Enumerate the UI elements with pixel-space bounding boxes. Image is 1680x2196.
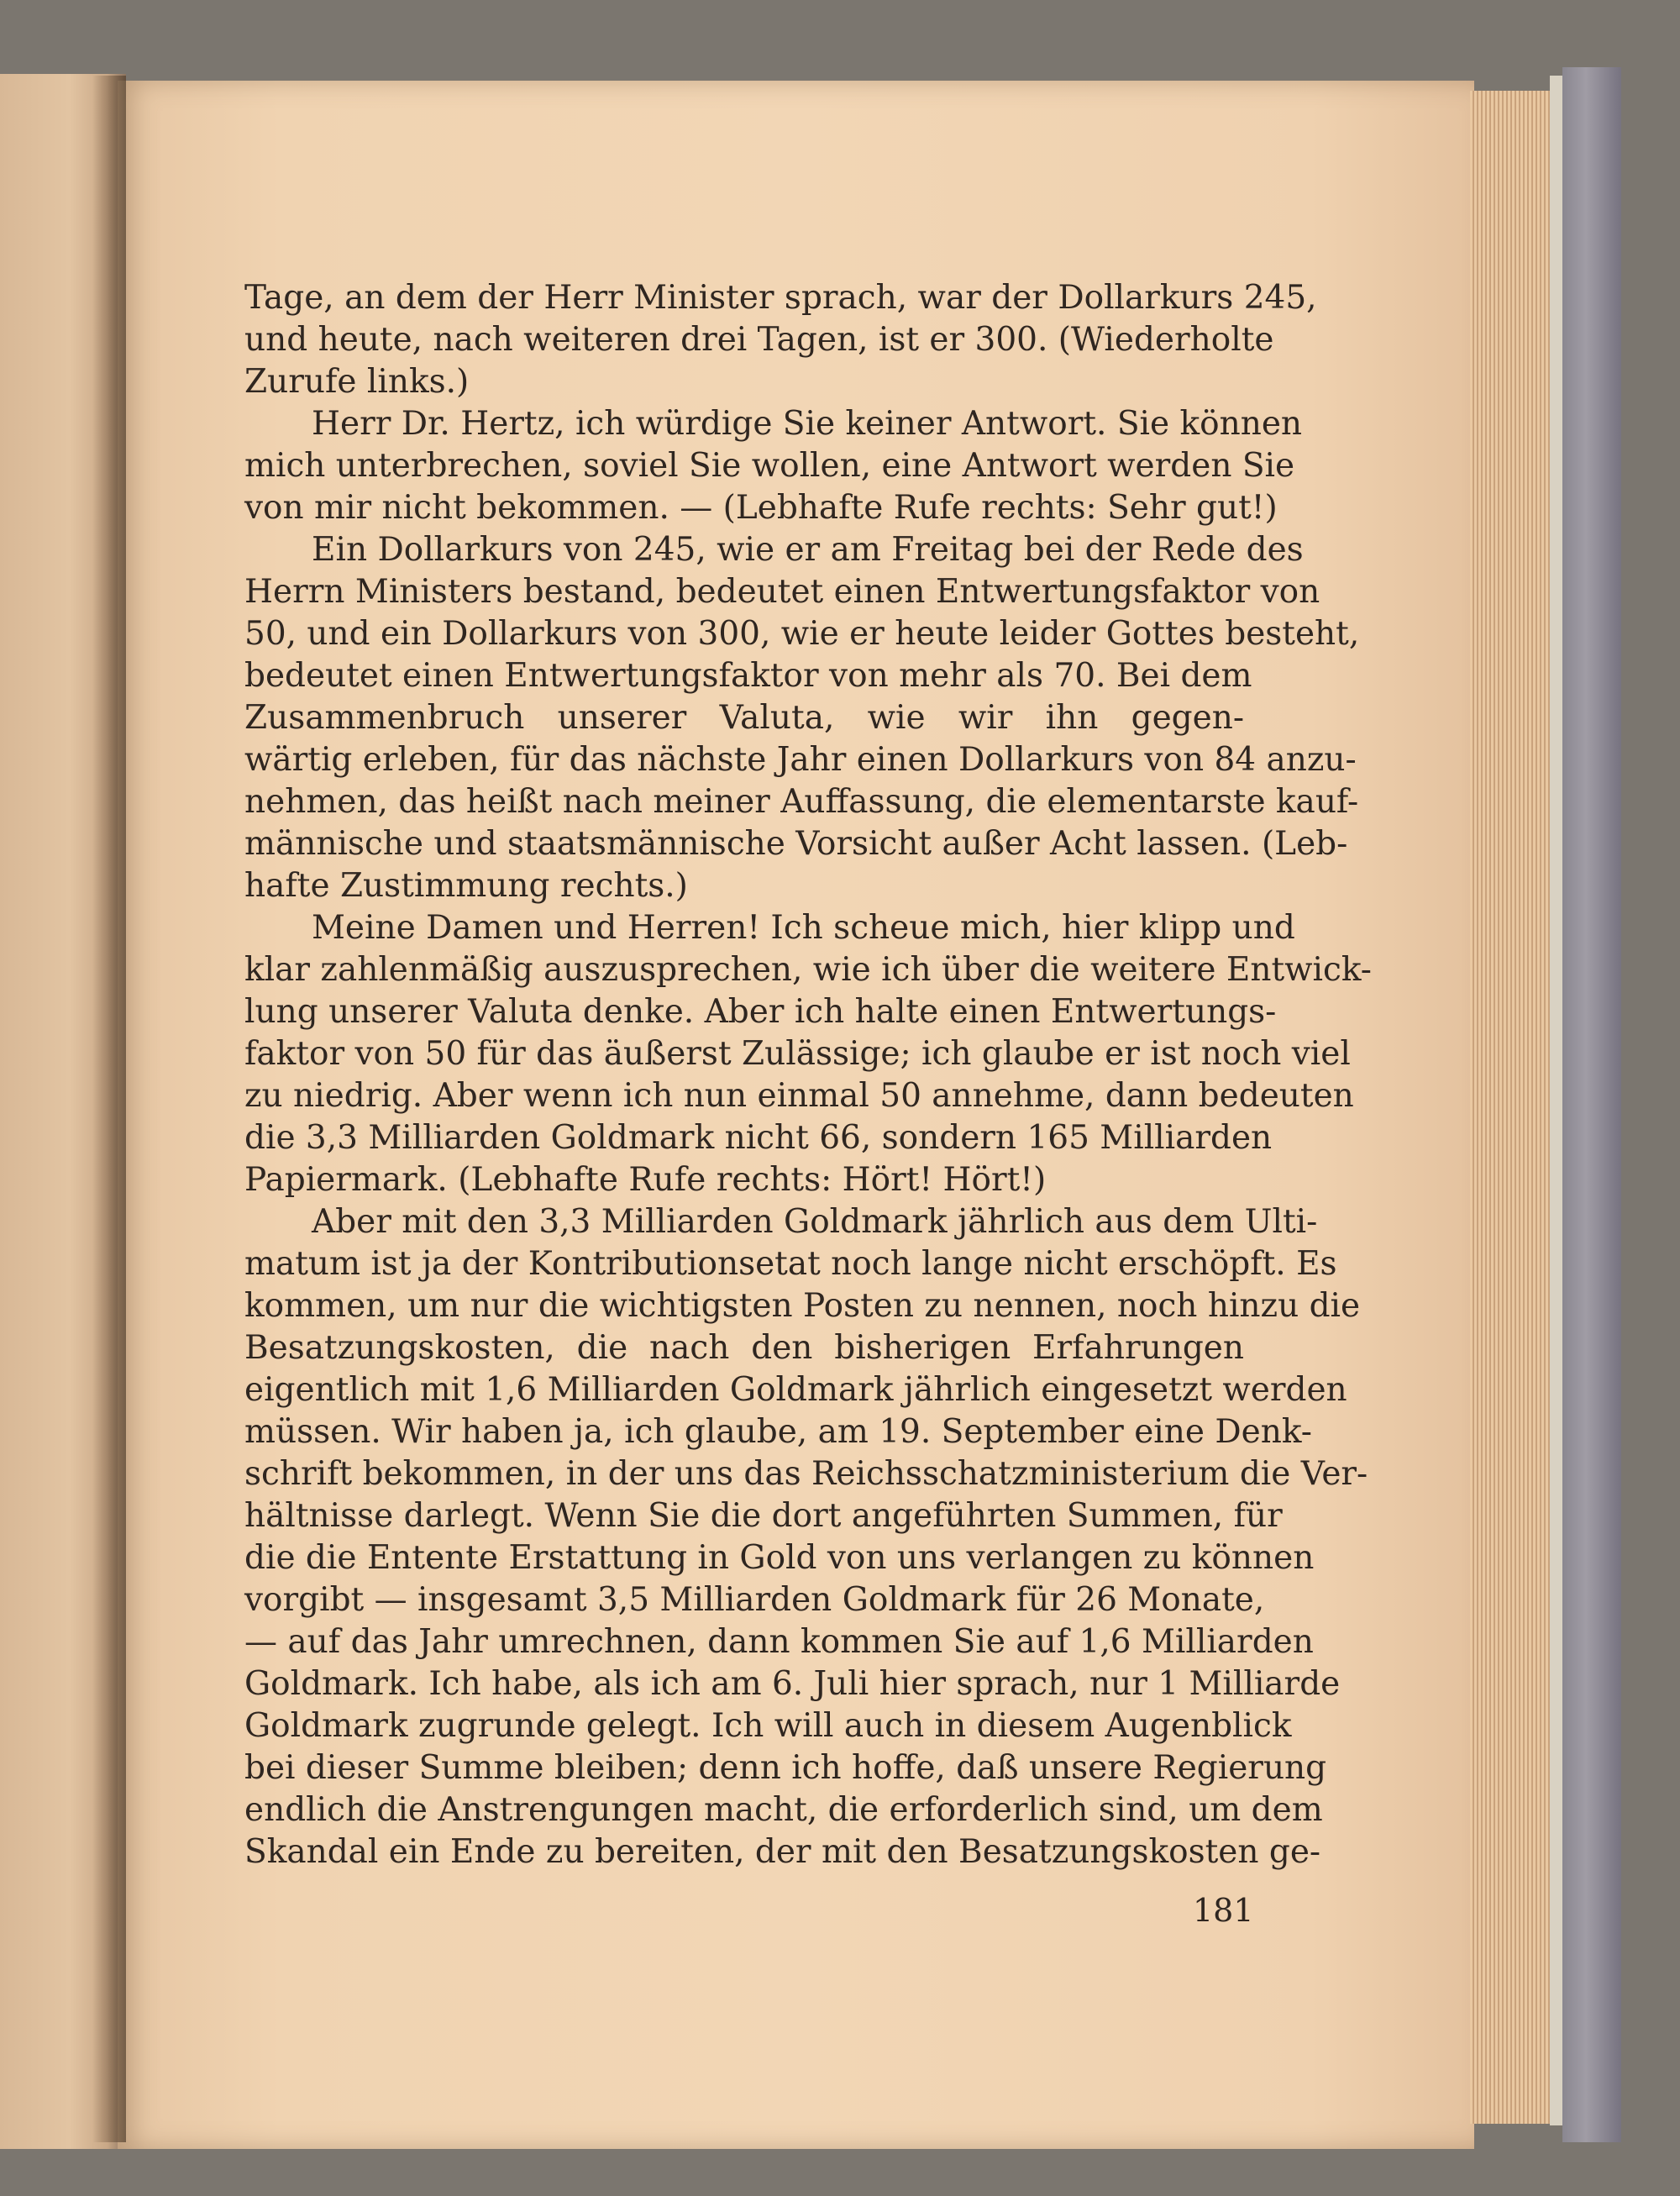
text-line: schrift bekommen, in der uns das Reichsschatzministerium die Ver- [244,1455,1368,1493]
book-cover-board [1562,67,1621,2142]
text-line: die die Entente Erstattung in Gold von uns verlangen zu können [244,1539,1315,1577]
text-line: bedeutet einen Entwertungsfaktor von mehr als 70. Bei dem [244,657,1252,695]
text-line: endlich die Anstrengungen macht, die erforderlich sind, um dem [244,1791,1323,1829]
text-line: Ein Dollarkurs von 245, wie er am Freitag bei der Rede des [312,531,1304,569]
text-line: von mir nicht bekommen. — (Lebhafte Rufe rechts: Sehr gut!) [244,489,1278,527]
text-line: Aber mit den 3,3 Milliarden Goldmark jährlich aus dem Ulti- [312,1203,1318,1241]
text-line: Tage, an dem der Herr Minister sprach, war der Dollarkurs 245, [244,279,1317,317]
text-line: Meine Damen und Herren! Ich scheue mich, hier klipp und [312,909,1295,947]
text-line: Besatzungskosten, die nach den bisherigen Erfahrungen [244,1329,1244,1367]
page-block-edges [1470,91,1562,2124]
text-line: kommen, um nur die wichtigsten Posten zu nennen, noch hinzu die [244,1287,1361,1325]
text-line: matum ist ja der Kontributionsetat noch lange nicht erschöpft. Es [244,1245,1337,1283]
text-line: lung unserer Valuta denke. Aber ich halte einen Entwertungs- [244,993,1277,1031]
text-line: männische und staatsmännische Vorsicht außer Acht lassen. (Leb- [244,825,1348,863]
text-line: — auf das Jahr umrechnen, dann kommen Sie auf 1,6 Milliarden [244,1623,1314,1661]
text-line: mich unterbrechen, soviel Sie wollen, eine Antwort werden Sie [244,447,1295,485]
text-line: und heute, nach weiteren drei Tagen, ist er 300. (Wiederholte [244,321,1274,359]
text-line: vorgibt — insgesamt 3,5 Milliarden Goldmark für 26 Monate, [244,1581,1265,1619]
text-line: die 3,3 Milliarden Goldmark nicht 66, sondern 165 Milliarden [244,1119,1273,1157]
text-line: Zusammenbruch unserer Valuta, wie wir ihn gegen- [244,699,1244,737]
text-line: faktor von 50 für das äußerst Zulässige; ich glaube er ist noch viel [244,1035,1351,1073]
text-line: hafte Zustimmung rechts.) [244,867,688,905]
body-text [244,277,1372,1873]
text-line: wärtig erleben, für das nächste Jahr einen Dollarkurs von 84 anzu- [244,741,1357,779]
text-line: Herrn Ministers bestand, bedeutet einen Entwertungsfaktor von [244,573,1320,611]
text-line: nehmen, das heißt nach meiner Auffassung, die elementarste kauf- [244,783,1359,821]
text-line: hältnisse darlegt. Wenn Sie die dort angeführten Summen, für [244,1497,1283,1535]
text-line: Goldmark. Ich habe, als ich am 6. Juli hier sprach, nur 1 Milliarde [244,1665,1341,1703]
text-line: bei dieser Summe bleiben; denn ich hoffe, daß unsere Regierung [244,1749,1327,1787]
text-line: zu niedrig. Aber wenn ich nun einmal 50 annehme, dann bedeuten [244,1077,1354,1115]
text-line: Skandal ein Ende zu bereiten, der mit den Besatzungskosten ge- [244,1833,1321,1871]
text-line: müssen. Wir haben ja, ich glaube, am 19. September eine Denk- [244,1413,1312,1451]
text-line: Herr Dr. Hertz, ich würdige Sie keiner Antwort. Sie können [312,405,1303,443]
text-line: 50, und ein Dollarkurs von 300, wie er heute leider Gottes besteht, [244,615,1360,653]
text-line: Goldmark zugrunde gelegt. Ich will auch in diesem Augenblick [244,1707,1292,1745]
text-line: Zurufe links.) [244,363,470,401]
page-number: 181 [1193,1892,1254,1929]
text-line: Papiermark. (Lebhafte Rufe rechts: Hört! Hört!) [244,1161,1047,1199]
text-line: klar zahlenmäßig auszusprechen, wie ich über die weitere Entwick- [244,951,1372,989]
text-line: eigentlich mit 1,6 Milliarden Goldmark jährlich eingesetzt werden [244,1371,1347,1409]
book-gutter [92,76,126,2142]
